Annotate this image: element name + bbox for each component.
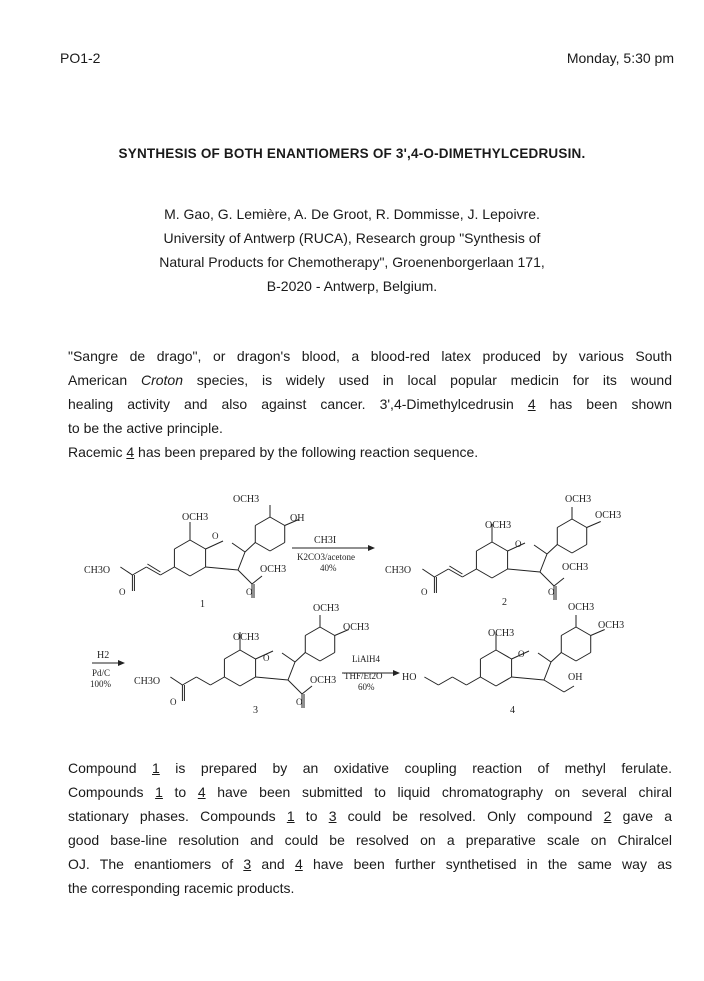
bond: [564, 686, 574, 692]
bond: [270, 517, 285, 526]
bond: [302, 686, 312, 694]
svg-text:O: O: [119, 587, 126, 597]
arrow-head: [118, 660, 125, 666]
svg-text:O: O: [263, 653, 270, 663]
bond: [547, 545, 557, 555]
svg-text:OCH3: OCH3: [488, 628, 515, 639]
affiliation-line: B-2020 - Antwerp, Belgium.: [266, 278, 438, 294]
bond: [320, 653, 335, 662]
svg-text:OCH3: OCH3: [260, 564, 287, 575]
text-line: Racemic 4 has been prepared by the following reaction sequence.: [68, 444, 479, 460]
bond: [538, 653, 551, 662]
bond: [206, 567, 238, 570]
text-line: to be the active principle.: [68, 420, 223, 436]
svg-text:CH3O: CH3O: [134, 676, 161, 687]
bond: [438, 677, 452, 685]
svg-text:HO: HO: [402, 672, 417, 683]
bond: [232, 543, 245, 552]
svg-text:O: O: [548, 587, 555, 597]
svg-text:OCH3: OCH3: [598, 620, 625, 631]
svg-text:O: O: [212, 531, 219, 541]
compound-number: 2: [502, 597, 507, 608]
bond: [245, 543, 255, 553]
svg-text:O: O: [518, 649, 525, 659]
svg-text:O: O: [515, 539, 522, 549]
svg-text:OCH3: OCH3: [310, 675, 337, 686]
bond: [174, 540, 190, 549]
bond: [496, 650, 512, 659]
bond: [255, 543, 270, 552]
bond: [190, 540, 206, 549]
compound-number: 3: [253, 705, 258, 716]
abstract-code: PO1-2: [60, 50, 101, 66]
bond: [434, 569, 448, 577]
bond: [288, 680, 302, 694]
svg-text:40%: 40%: [320, 563, 337, 573]
text-line: "Sangre de drago", or dragon's blood, a blood-red latex produced by various South: [68, 348, 672, 364]
bond: [561, 653, 576, 662]
svg-text:LiAlH4: LiAlH4: [352, 654, 380, 664]
svg-text:O: O: [296, 697, 303, 707]
svg-text:O: O: [246, 587, 253, 597]
bond: [238, 552, 245, 570]
bond: [480, 650, 496, 659]
svg-text:OCH3: OCH3: [485, 520, 512, 531]
bond: [295, 653, 305, 663]
svg-text:CH3O: CH3O: [385, 565, 412, 576]
svg-text:O: O: [170, 697, 177, 707]
bond: [544, 680, 564, 692]
bond: [534, 545, 547, 554]
bond: [476, 542, 492, 551]
bond: [572, 545, 587, 554]
bond: [540, 554, 547, 572]
svg-text:OCH3: OCH3: [562, 562, 589, 573]
bond: [424, 677, 438, 685]
text-line: stationary phases. Compounds 1 to 3 could be resolved. Only compound 2 gave a: [68, 808, 673, 824]
svg-text:CH3O: CH3O: [84, 565, 111, 576]
bond: [305, 627, 320, 636]
bond: [255, 517, 270, 526]
text-line: OJ. The enantiomers of 3 and 4 have been further synthetised in the same way as: [68, 856, 672, 872]
bond: [512, 677, 544, 680]
text-line: healing activity and also against cancer. 3',4-Dimethylcedrusin 4 has been shown: [68, 396, 672, 412]
svg-text:O: O: [421, 587, 428, 597]
bond: [240, 650, 256, 659]
svg-text:OH: OH: [568, 672, 583, 683]
methoxy-label: OCH3: [233, 494, 260, 505]
bond: [554, 578, 564, 586]
bond: [540, 572, 554, 586]
svg-text:H2: H2: [97, 650, 110, 661]
hydroxy-label: OH: [290, 513, 305, 524]
bond: [508, 569, 540, 572]
bond: [572, 519, 587, 528]
bond: [576, 627, 591, 636]
bond: [240, 677, 256, 686]
bond: [210, 677, 224, 685]
bond: [174, 567, 190, 576]
text-line: Compound 1 is prepared by an oxidative coupling reaction of methyl ferulate.: [68, 760, 672, 776]
bond: [466, 677, 480, 685]
bond: [270, 543, 285, 552]
bond: [288, 662, 295, 680]
bond: [496, 677, 512, 686]
bond: [492, 542, 508, 551]
reaction-scheme: [0, 480, 704, 720]
svg-text:OCH3: OCH3: [595, 510, 622, 521]
svg-text:OCH3: OCH3: [313, 603, 340, 614]
svg-text:OCH3: OCH3: [343, 622, 370, 633]
page-title: SYNTHESIS OF BOTH ENANTIOMERS OF 3',4-O-DIMETHYLCEDRUSIN.: [118, 146, 586, 161]
bond: [557, 545, 572, 554]
bond: [182, 677, 196, 685]
bond: [544, 662, 551, 680]
bond: [190, 567, 206, 576]
bond: [224, 650, 240, 659]
svg-text:K2CO3/acetone: K2CO3/acetone: [297, 552, 355, 562]
bond: [576, 653, 591, 662]
bond: [224, 677, 240, 686]
methoxy-label: OCH3: [182, 512, 209, 523]
affiliation-line: Natural Products for Chemotherapy", Groenenborgerlaan 171,: [159, 254, 545, 270]
text-line: the corresponding racemic products.: [68, 880, 295, 896]
svg-text:60%: 60%: [358, 682, 375, 692]
svg-text:Pd/C: Pd/C: [92, 668, 111, 678]
bond: [422, 569, 434, 577]
bond: [256, 677, 288, 680]
bond: [320, 627, 335, 636]
bond: [170, 677, 182, 685]
bond: [160, 567, 174, 575]
bond: [476, 569, 492, 578]
bond: [452, 677, 466, 685]
authors: M. Gao, G. Lemière, A. De Groot, R. Dommisse, J. Lepoivre.: [164, 206, 540, 222]
arrow-head: [393, 670, 400, 676]
text-line: American Croton species, is widely used in local popular medicin for its wound: [68, 372, 672, 388]
arrow-head: [368, 545, 375, 551]
bond: [305, 653, 320, 662]
bond: [196, 677, 210, 685]
bond: [132, 567, 146, 575]
bond: [557, 519, 572, 528]
bond: [587, 522, 601, 528]
bond: [551, 653, 561, 663]
bond: [252, 576, 262, 584]
svg-text:THF/Et2O: THF/Et2O: [344, 671, 383, 681]
session-time: Monday, 5:30 pm: [566, 50, 674, 66]
text-line: good base-line resolution and could be resolved on a preparative scale on Chiralcel: [68, 832, 672, 848]
svg-text:100%: 100%: [90, 679, 111, 689]
svg-text:OCH3: OCH3: [568, 602, 595, 613]
compound-number: 4: [510, 705, 515, 716]
svg-text:OCH3: OCH3: [565, 494, 592, 505]
svg-text:OCH3: OCH3: [233, 632, 260, 643]
bond: [462, 569, 476, 577]
text-line: Compounds 1 to 4 have been submitted to liquid chromatography on several chiral: [68, 784, 672, 800]
bond: [120, 567, 132, 575]
affiliation-line: University of Antwerp (RUCA), Research group "Synthesis of: [163, 230, 541, 246]
compound-number: 1: [200, 599, 205, 610]
bond: [206, 541, 223, 549]
bond: [561, 627, 576, 636]
bond: [492, 569, 508, 578]
bond: [282, 653, 295, 662]
svg-text:CH3I: CH3I: [314, 535, 337, 546]
bond: [238, 570, 252, 584]
bond: [480, 677, 496, 686]
